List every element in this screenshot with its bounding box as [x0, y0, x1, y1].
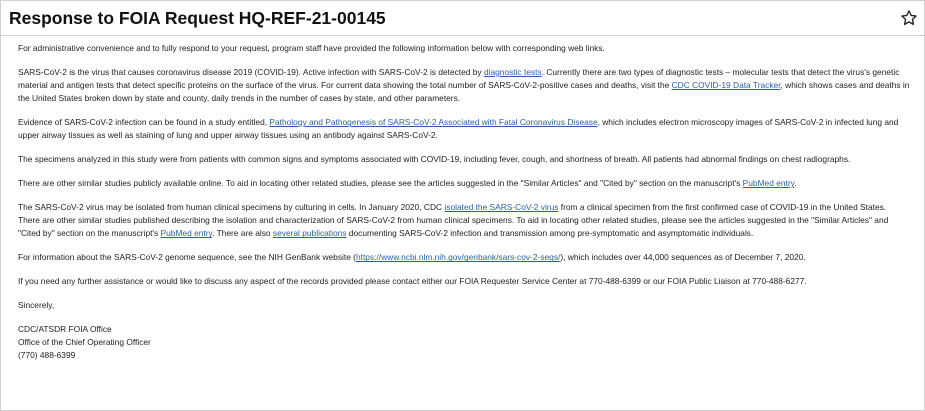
paragraph-contact: If you need any further assistance or would like to discuss any aspect of the records provided please contact either our FOIA Requester Service Center at 770-488-6399 or our FOIA Public Liaison at 770-488-6277. [18, 276, 807, 287]
paragraph-evidence [18, 116, 910, 143]
signature-block [18, 323, 910, 363]
paragraph-text: . Currently there are two types of diagnostic tests – molecular tests that detect the virus's genetic material and antigen tests that detect specific proteins on the surface of the virus. For current data showing the total number of SARS-CoV-2-positive cases and deaths, visit the [18, 66, 900, 91]
message-body [1, 36, 924, 363]
star-outline-icon[interactable] [900, 9, 918, 27]
paragraph-text: . There are also [212, 228, 273, 239]
paragraph-text: SARS-CoV-2 is the virus that causes coronavirus disease 2019 (COVID-19). Active infection with SARS-CoV-2 is detected by [18, 66, 484, 77]
paragraph-isolation [18, 201, 910, 241]
paragraph-text: from a clinical specimen from the first confirmed case of COVID-19 in the United States. There are other similar studies published describing the isolation and characterization of SARS-CoV-2 from human clinical specimens. To aid in locating other related studies, please see the articles suggested in the "Similar Articles" and "Cited by" section on the manuscript's [18, 201, 889, 239]
paragraph-genbank [18, 251, 910, 264]
paragraph-diagnostic [18, 66, 910, 106]
signature-line: Office of the Chief Operating Officer [18, 336, 151, 347]
paragraph-intro: For administrative convenience and to fully respond to your request, program staff have provided the following information below with corresponding web links. [18, 43, 605, 53]
paragraph-text: , which shows cases and deaths in the United States broken down by state and county, daily trends in the number of cases by state, and other parameters. [18, 80, 910, 104]
paragraph-text: ), which includes over 44,000 sequences as of December 7, 2020. [560, 252, 806, 263]
genbank-link[interactable]: https://www.ncbi.nlm.nih.gov/genbank/sars-cov-2-seqs/ [355, 252, 561, 263]
pathology-study-link[interactable]: Pathology and Pathogenesis of SARS-CoV-2 Associated with Fatal Coronavirus Disease [269, 117, 598, 128]
paragraph-specimens: The specimens analyzed in this study were from patients with common signs and symptoms associated with COVID-19, including fever, cough, and shortness of breath. All patients had abnormal findings on chest radiographs. [18, 154, 851, 165]
signature-line: CDC/ATSDR FOIA Office [18, 323, 112, 334]
pubmed-entry-link[interactable]: PubMed entry [742, 178, 795, 189]
isolated-virus-link[interactable]: isolated the SARS-CoV-2 virus [444, 201, 559, 212]
cdc-data-tracker-link[interactable]: CDC COVID-19 Data Tracker [671, 80, 781, 91]
pubmed-entry-link-2[interactable]: PubMed entry [160, 228, 213, 239]
message-title: Response to FOIA Request HQ-REF-21-00145 [9, 7, 386, 28]
signature-line: (770) 488-6399 [18, 350, 76, 361]
paragraph-text: There are other similar studies publicly available online. To aid in locating other related studies, please see the articles suggested in the "Similar Articles" and "Cited by" section on the manuscript's [18, 178, 743, 189]
paragraph-text: . [794, 178, 797, 189]
paragraph-text: The SARS-CoV-2 virus may be isolated from human clinical specimens by culturing in cells. In January 2020, CDC [18, 201, 445, 212]
paragraph-text: Evidence of SARS-CoV-2 infection can be found in a study entitled, [18, 117, 270, 128]
closing-line: Sincerely, [18, 299, 55, 310]
paragraph-text: For information about the SARS-CoV-2 genome sequence, see the NIH GenBank website ( [18, 252, 356, 263]
paragraph-text: documenting SARS-CoV-2 infection and transmission among pre-symptomatic and asymptomatic individuals. [346, 228, 754, 239]
paragraph-similar-studies [18, 177, 910, 190]
paragraph-text: , which includes electron microscopy images of SARS-CoV-2 in infected lung and upper airway tissues as well as staining of lung and upper airway tissues using an antibody against SARS-CoV-2. [18, 117, 899, 141]
message-header [1, 1, 924, 36]
diagnostic-tests-link[interactable]: diagnostic tests [483, 66, 542, 77]
several-publications-link[interactable]: several publications [272, 228, 347, 239]
